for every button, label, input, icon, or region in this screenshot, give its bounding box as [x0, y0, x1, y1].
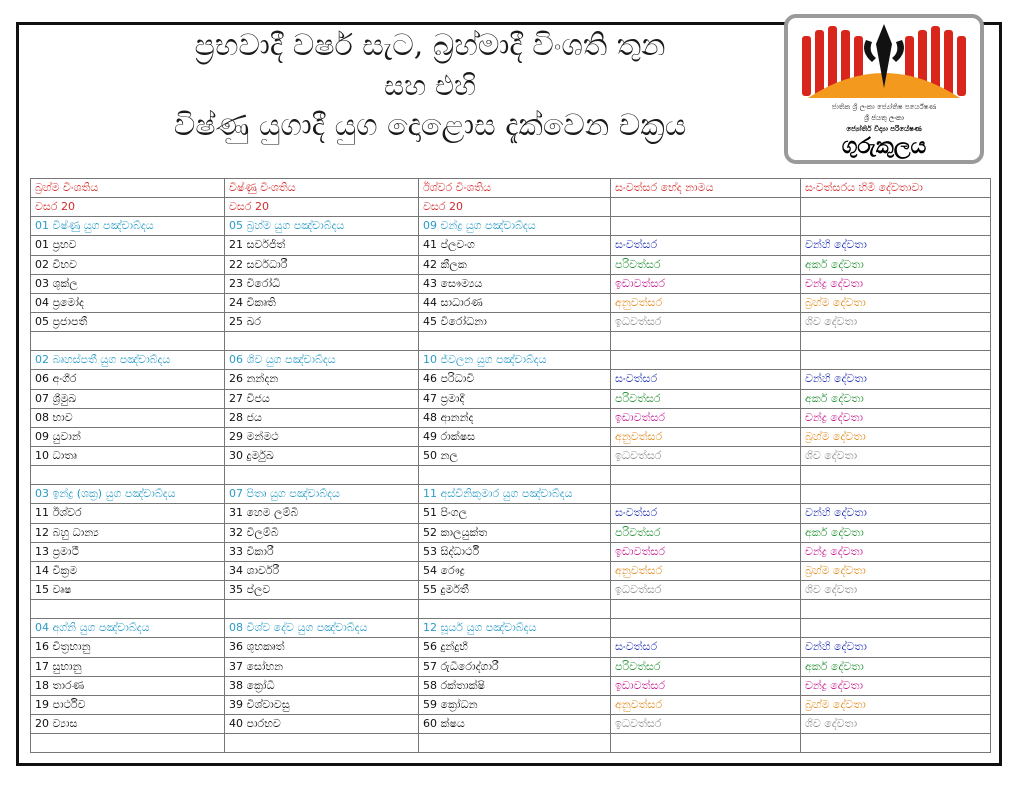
empty-cell — [611, 351, 801, 370]
year-name-cell: 26 නන්දන — [225, 370, 419, 389]
year-name-cell: 11 ඊශ්වර — [31, 504, 225, 523]
empty-cell — [419, 332, 611, 351]
spacer-row — [31, 600, 991, 619]
vasara-cell: වසර 20 — [31, 198, 225, 217]
year-name-cell: 44 සාධාරණ — [419, 293, 611, 312]
year-name-cell: 10 ධාතෘ — [31, 446, 225, 465]
deity-cell: චන්ද්‍ර දේවතා — [801, 676, 991, 695]
table-row — [31, 236, 991, 255]
year-name-cell: 22 සර්වධාරී — [225, 255, 419, 274]
year-name-cell: 03 ශුක්ල — [31, 274, 225, 293]
year-name-cell: 23 විරෝධී — [225, 274, 419, 293]
year-name-cell: 01 ප්‍රභව — [31, 236, 225, 255]
empty-cell — [31, 600, 225, 619]
deity-cell: වන්හි දේවතා — [801, 504, 991, 523]
cycle-name-cell: ඉධවත්සර — [611, 580, 801, 599]
year-name-cell: 17 සුභානු — [31, 657, 225, 676]
group-title: 07 පිතෘ යුග පඤ්චාබ්දය — [225, 485, 419, 504]
cycle-name-cell: ඉධවත්සර — [611, 446, 801, 465]
cycle-name-cell: ඉඩාවත්සර — [611, 408, 801, 427]
empty-cell — [225, 600, 419, 619]
year-name-cell: 53 සිද්ධාර්ථී — [419, 542, 611, 561]
table-row — [31, 523, 991, 542]
year-name-cell: 47 ප්‍රමාදී — [419, 389, 611, 408]
title-line-2: සහ එහි — [383, 69, 477, 102]
logo-text-2: ශ්‍රී ජයතු ලංකා — [863, 114, 905, 122]
year-name-cell: 13 ප්‍රමාථී — [31, 542, 225, 561]
year-name-cell: 52 කාලයුක්ත — [419, 523, 611, 542]
deity-cell: වන්හි දේවතා — [801, 236, 991, 255]
vasara-cell: වසර 20 — [225, 198, 419, 217]
year-name-cell: 20 ව්‍යාස — [31, 714, 225, 733]
empty-cell — [419, 466, 611, 485]
deity-cell: අර්ක දේවතා — [801, 389, 991, 408]
deity-cell: චන්ද්‍ර දේවතා — [801, 542, 991, 561]
deity-cell: අර්ක දේවතා — [801, 523, 991, 542]
year-name-cell: 36 ශුභකෘත් — [225, 638, 419, 657]
cycle-name-cell: අනුවත්සර — [611, 427, 801, 446]
group-row — [31, 217, 991, 236]
deity-cell: චන්ද්‍ර දේවතා — [801, 274, 991, 293]
empty-cell — [419, 600, 611, 619]
year-name-cell: 56 දුන්දුභී — [419, 638, 611, 657]
table-row — [31, 504, 991, 523]
empty-cell — [611, 198, 801, 217]
year-name-cell: 59 ක්‍රෝධන — [419, 695, 611, 714]
cycle-name-cell: ඉඩාවත්සර — [611, 676, 801, 695]
header-deity: සංවත්සරය හිමි දේවතාවා — [801, 179, 991, 198]
empty-cell — [611, 217, 801, 236]
header-vishnu: විෂ්ණු විංශතිය — [225, 179, 419, 198]
header-cycle-name: සංවත්සර භේද නාමය — [611, 179, 801, 198]
cycle-table-body — [31, 179, 991, 753]
empty-cell — [801, 619, 991, 638]
table-row — [31, 542, 991, 561]
deity-cell: වන්හි දේවතා — [801, 370, 991, 389]
year-name-cell: 05 ප්‍රජාපතී — [31, 312, 225, 331]
deity-cell: බ්‍රහ්ම දේවතා — [801, 293, 991, 312]
header-ishwara: ඊශ්වර විංශතිය — [419, 179, 611, 198]
year-name-cell: 38 ක්‍රෝධී — [225, 676, 419, 695]
year-name-cell: 06 අංගීර — [31, 370, 225, 389]
cycle-name-cell: සංවත්සර — [611, 638, 801, 657]
year-name-cell: 29 මන්මථ — [225, 427, 419, 446]
year-name-cell: 40 පාරභව — [225, 714, 419, 733]
deity-cell: ශිව දේවතා — [801, 714, 991, 733]
group-row — [31, 619, 991, 638]
empty-cell — [801, 332, 991, 351]
year-name-cell: 09 යුවාන් — [31, 427, 225, 446]
year-name-cell: 54 රෞද්‍ර — [419, 561, 611, 580]
empty-cell — [611, 600, 801, 619]
empty-cell — [801, 198, 991, 217]
empty-cell — [225, 332, 419, 351]
year-name-cell: 30 දුර්මුඛ — [225, 446, 419, 465]
year-name-cell: 32 විලම්බි — [225, 523, 419, 542]
year-name-cell: 27 විජය — [225, 389, 419, 408]
empty-cell — [801, 734, 991, 753]
empty-cell — [801, 485, 991, 504]
year-name-cell: 42 කීලක — [419, 255, 611, 274]
year-name-cell: 25 ඛර — [225, 312, 419, 331]
year-name-cell: 28 ජය — [225, 408, 419, 427]
group-title: 12 සූර්ය යුග පඤ්චාබ්දය — [419, 619, 611, 638]
group-title: 11 අස්විනිකුමාර යුග පඤ්චාබ්දය — [419, 485, 611, 504]
cycle-name-cell: ඉධවත්සර — [611, 312, 801, 331]
year-name-cell: 07 ශ්‍රීමුඛ — [31, 389, 225, 408]
year-name-cell: 46 පරිධාවී — [419, 370, 611, 389]
table-header-row — [31, 179, 991, 198]
cycle-name-cell: ඉධවත්සර — [611, 714, 801, 733]
year-name-cell: 24 විකෘති — [225, 293, 419, 312]
cycle-name-cell: අනුවත්සර — [611, 293, 801, 312]
year-name-cell: 08 භාව — [31, 408, 225, 427]
table-row — [31, 255, 991, 274]
empty-cell — [225, 466, 419, 485]
empty-cell — [419, 734, 611, 753]
cycle-name-cell: සංවත්සර — [611, 504, 801, 523]
deity-cell: චන්ද්‍ර දේවතා — [801, 408, 991, 427]
year-name-cell: 55 දුර්මතී — [419, 580, 611, 599]
cycle-name-cell: සංවත්සර — [611, 370, 801, 389]
logo-name: ගුරුකුලය — [841, 134, 927, 159]
empty-cell — [611, 466, 801, 485]
table-row — [31, 657, 991, 676]
empty-cell — [801, 600, 991, 619]
table-row — [31, 580, 991, 599]
table-row — [31, 408, 991, 427]
table-row — [31, 427, 991, 446]
year-name-cell: 43 සෞම්‍යය — [419, 274, 611, 293]
deity-cell: ශිව දේවතා — [801, 312, 991, 331]
table-row — [31, 389, 991, 408]
deity-cell: අර්ක දේවතා — [801, 255, 991, 274]
year-name-cell: 37 සෝභන — [225, 657, 419, 676]
empty-cell — [31, 734, 225, 753]
table-row — [31, 312, 991, 331]
title-line-1: ප්‍රභවාදී වර්ෂ සැට, බ්‍රහ්මාදී විංශති තුන — [194, 28, 666, 63]
year-name-cell: 45 විරෝධනා — [419, 312, 611, 331]
empty-cell — [225, 734, 419, 753]
header-brahma: බ්‍රහ්ම විංශතිය — [31, 179, 225, 198]
table-row — [31, 695, 991, 714]
year-name-cell: 49 රාක්ෂස — [419, 427, 611, 446]
cycle-name-cell: අනුවත්සර — [611, 561, 801, 580]
year-name-cell: 33 විකාරී — [225, 542, 419, 561]
logo-text-1: ජාතික ශ්‍රී ලංකා ජ්‍යෝතිෂ පර්යේෂණ — [831, 103, 937, 111]
cycle-name-cell: පරිවත්සර — [611, 657, 801, 676]
year-name-cell: 15 වෘෂ — [31, 580, 225, 599]
table-row — [31, 638, 991, 657]
group-title: 06 ශිව යුග පඤ්චාබ්දය — [225, 351, 419, 370]
year-name-cell: 04 ප්‍රමෝද — [31, 293, 225, 312]
year-name-cell: 16 චිත්‍රභානු — [31, 638, 225, 657]
year-name-cell: 31 හෙම ලම්බි — [225, 504, 419, 523]
year-name-cell: 14 වික්‍රම — [31, 561, 225, 580]
spacer-row — [31, 466, 991, 485]
year-name-cell: 48 ආනන්ද — [419, 408, 611, 427]
empty-cell — [611, 619, 801, 638]
year-name-cell: 51 පිංගල — [419, 504, 611, 523]
deity-cell: ශිව දේවතා — [801, 580, 991, 599]
deity-cell: බ්‍රහ්ම දේවතා — [801, 427, 991, 446]
year-name-cell: 41 ප්ලවංග — [419, 236, 611, 255]
empty-cell — [801, 217, 991, 236]
deity-cell: ශිව දේවතා — [801, 446, 991, 465]
group-title: 08 විශ්ව දේව යුග පඤ්චාබ්දය — [225, 619, 419, 638]
year-name-cell: 57 රුධිරොද්ගාරී — [419, 657, 611, 676]
table-row — [31, 714, 991, 733]
gurukulaya-logo — [784, 14, 984, 164]
cycle-name-cell: පරිවත්සර — [611, 255, 801, 274]
empty-cell — [31, 466, 225, 485]
table-row — [31, 561, 991, 580]
group-title: 05 බ්‍රහ්ම යුග පඤ්චාබ්දය — [225, 217, 419, 236]
empty-cell — [801, 351, 991, 370]
empty-cell — [611, 734, 801, 753]
year-name-cell: 34 ශාර්වරී — [225, 561, 419, 580]
group-title: 02 බෘහස්පතී යුග පඤ්චාබ්දය — [31, 351, 225, 370]
empty-cell — [611, 332, 801, 351]
page-title — [80, 26, 780, 146]
table-row — [31, 446, 991, 465]
logo-text-3: ජ්‍යෝතිර් විද්‍යා පරියේෂණ — [846, 125, 922, 133]
empty-cell — [611, 485, 801, 504]
group-title: 10 ජ්වලන යුග පඤ්චාබ්දය — [419, 351, 611, 370]
empty-cell — [31, 332, 225, 351]
group-title: 04 අග්නි යුග පඤ්චාබ්දය — [31, 619, 225, 638]
year-name-cell: 60 ක්ෂය — [419, 714, 611, 733]
vasara-row — [31, 198, 991, 217]
spacer-row — [31, 332, 991, 351]
table-row — [31, 370, 991, 389]
group-title: 03 ඉන්ද්‍ර (ශක්‍ර) යුග පඤ්චාබ්දය — [31, 485, 225, 504]
group-row — [31, 485, 991, 504]
table-row — [31, 676, 991, 695]
group-title: 09 චන්ද්‍ර යුග පඤ්චාබ්දය — [419, 217, 611, 236]
year-name-cell: 39 විශ්වාවසු — [225, 695, 419, 714]
empty-cell — [801, 466, 991, 485]
spacer-row — [31, 734, 991, 753]
cycle-name-cell: ඉඩාවත්සර — [611, 542, 801, 561]
deity-cell: බ්‍රහ්ම දේවතා — [801, 561, 991, 580]
cycle-name-cell: සංවත්සර — [611, 236, 801, 255]
year-name-cell: 58 රක්තාක්ෂි — [419, 676, 611, 695]
cycle-table — [30, 178, 991, 753]
year-name-cell: 21 සර්වජිත් — [225, 236, 419, 255]
cycle-name-cell: පරිවත්සර — [611, 389, 801, 408]
cycle-name-cell: ඉඩාවත්සර — [611, 274, 801, 293]
deity-cell: අර්ක දේවතා — [801, 657, 991, 676]
year-name-cell: 12 බහු ධාන්‍ය — [31, 523, 225, 542]
group-row — [31, 351, 991, 370]
year-name-cell: 19 පාර්ථිව — [31, 695, 225, 714]
cycle-name-cell: පරිවත්සර — [611, 523, 801, 542]
cycle-name-cell: අනුවත්සර — [611, 695, 801, 714]
year-name-cell: 18 තාරණ — [31, 676, 225, 695]
year-name-cell: 02 විභව — [31, 255, 225, 274]
deity-cell: බ්‍රහ්ම දේවතා — [801, 695, 991, 714]
group-title: 01 විෂ්ණු යුග පඤ්චාබ්දය — [31, 217, 225, 236]
title-line-3: විෂ්ණු යුගාදී යුග දොළොස දැක්වෙන චක්‍රය — [173, 108, 687, 143]
year-name-cell: 50 නල — [419, 446, 611, 465]
vasara-cell: වසර 20 — [419, 198, 611, 217]
year-name-cell: 35 ප්ලව — [225, 580, 419, 599]
deity-cell: වන්හි දේවතා — [801, 638, 991, 657]
table-row — [31, 274, 991, 293]
table-row — [31, 293, 991, 312]
